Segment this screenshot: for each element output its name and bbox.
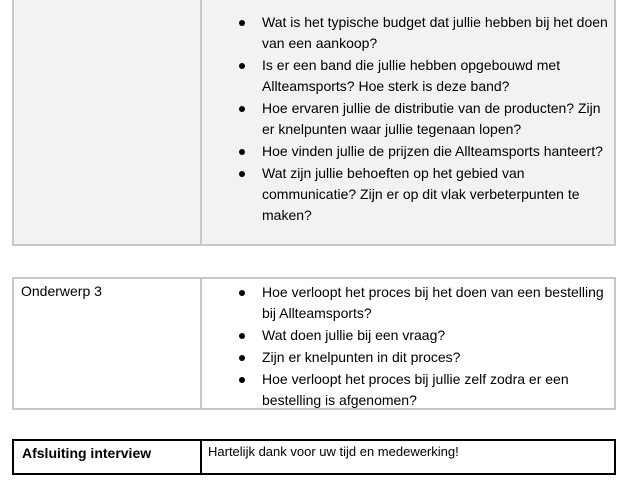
questions-cell (202, 279, 614, 408)
questions-table-2 (12, 277, 616, 410)
closing-label: Afsluiting interview (14, 441, 202, 473)
question-item: Zijn er knelpunten in dit proces? (262, 347, 608, 368)
question-item: Hoe vinden jullie de prijzen die Allteamsports hanteert? (262, 141, 608, 162)
question-item: Hoe verloopt het proces bij jullie zelf zodra er een bestelling is afgenomen? (262, 369, 608, 411)
question-item: Wat is het typische budget dat jullie hebben bij het doen van een aankoop? (262, 12, 608, 54)
questions-cell (202, 0, 614, 244)
topic-cell (14, 0, 202, 244)
topic-cell: Onderwerp 3 (14, 279, 202, 408)
closing-text: Hartelijk dank voor uw tijd en medewerking! (208, 444, 459, 459)
question-item: Hoe verloopt het proces bij het doen van een bestelling bij Allteamsports? (262, 282, 608, 324)
question-list (208, 282, 608, 411)
question-list (208, 12, 608, 226)
question-item: Wat doen jullie bij een vraag? (262, 325, 608, 346)
closing-table (12, 439, 616, 475)
question-item: Is er een band die jullie hebben opgebouwd met Allteamsports? Hoe sterk is deze band? (262, 55, 608, 97)
question-item: Wat zijn jullie behoeften op het gebied van communicatie? Zijn er op dit vlak verbeterpunten te maken? (262, 163, 608, 226)
question-item: Hoe ervaren jullie de distributie van de producten? Zijn er knelpunten waar jullie tegenaan lopen? (262, 98, 608, 140)
questions-table-1 (12, 0, 616, 246)
